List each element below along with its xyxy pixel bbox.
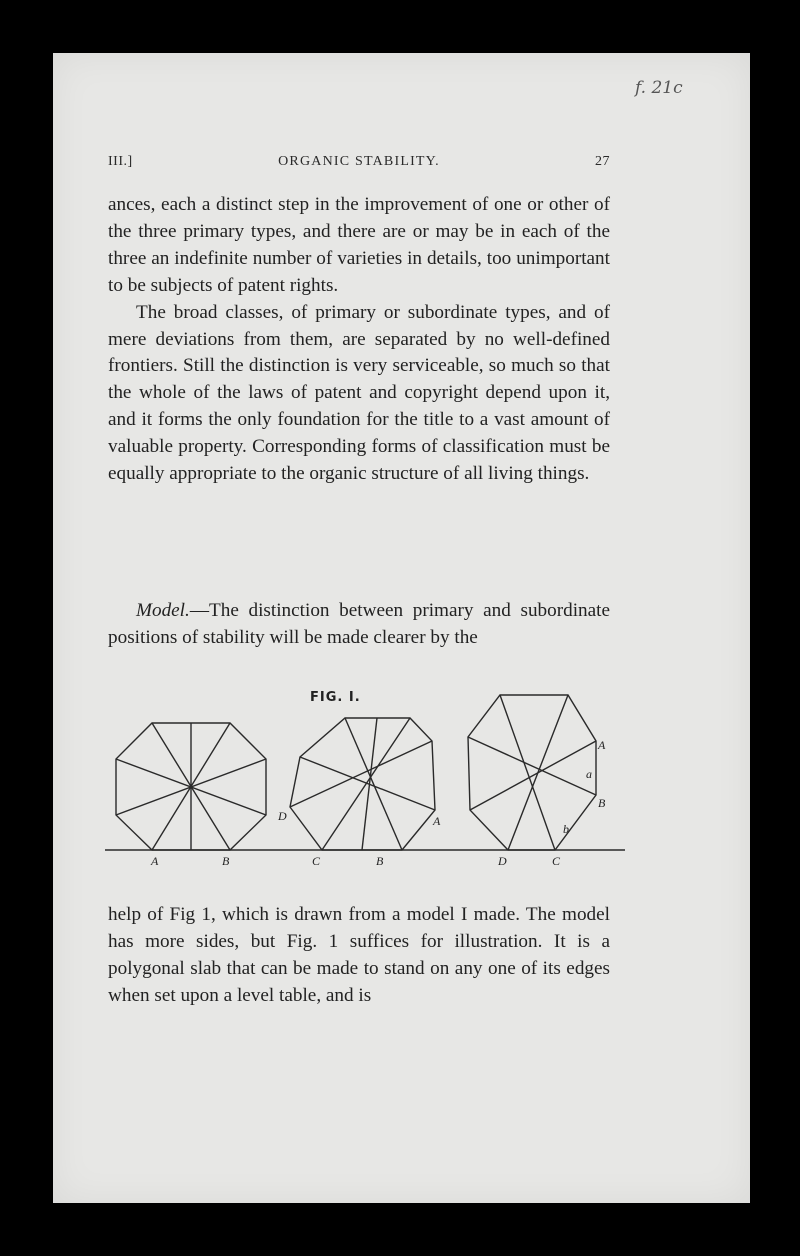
figure-label: FIG. I.	[310, 690, 361, 705]
model-heading: Model.	[136, 600, 190, 621]
body-text-bottom	[108, 902, 610, 1010]
letter-oct2-B: B	[376, 854, 384, 868]
letter-oct3-b: b	[563, 822, 569, 836]
letter-oct1-A: A	[151, 854, 159, 868]
margin-note: f. 21c	[635, 78, 683, 98]
paragraph-broad-classes: The broad classes, of primary or subordinate types, and of mere deviations from them, are separated by no well-defined frontiers. Still the distinction is very serviceable, so much so that the whole of the laws of patent and copyright depend upon it, and it forms the only foundation for the title to a vast amount of valuable property. Corresponding forms of classification must be equally appropriate to the organic structure of all living things.	[108, 301, 610, 485]
paragraph-fig-description: help of Fig 1, which is drawn from a model I made. The model has more sides, but Fig. 1 suffices for illustration. It is a polygonal slab that can be made to stand on any one of its edges when set upon a level table, and is	[108, 904, 610, 1006]
chapter-number: III.]	[108, 154, 133, 169]
letter-oct3-A: A	[598, 738, 606, 752]
figure-polygons	[100, 685, 630, 870]
octagon-tilted	[290, 718, 435, 850]
body-text-model	[108, 598, 610, 652]
letter-oct1-B: B	[222, 854, 230, 868]
page-number: 27	[595, 154, 610, 169]
letter-oct2-C: C	[312, 854, 321, 868]
paragraph-model	[108, 598, 610, 652]
letter-oct3-C: C	[552, 854, 561, 868]
model-text: —The distinction between primary and subordinate positions of stability will be made clearer by the	[108, 600, 610, 648]
octagon-on-edge	[468, 695, 596, 850]
running-title: ORGANIC STABILITY.	[278, 154, 440, 169]
body-text-top	[108, 192, 610, 488]
letter-oct2-D: D	[278, 809, 287, 823]
letter-oct3-a: a	[586, 767, 592, 781]
paragraph-continuation: ances, each a distinct step in the improvement of one or other of the three primary types, and there are or may be in each of the three an indefinite number of varieties in details, too unimportant to be subjects of patent rights.	[108, 194, 610, 296]
letter-oct3-D: D	[498, 854, 507, 868]
letter-oct2-A: A	[433, 814, 441, 828]
letter-oct3-B: B	[598, 796, 606, 810]
